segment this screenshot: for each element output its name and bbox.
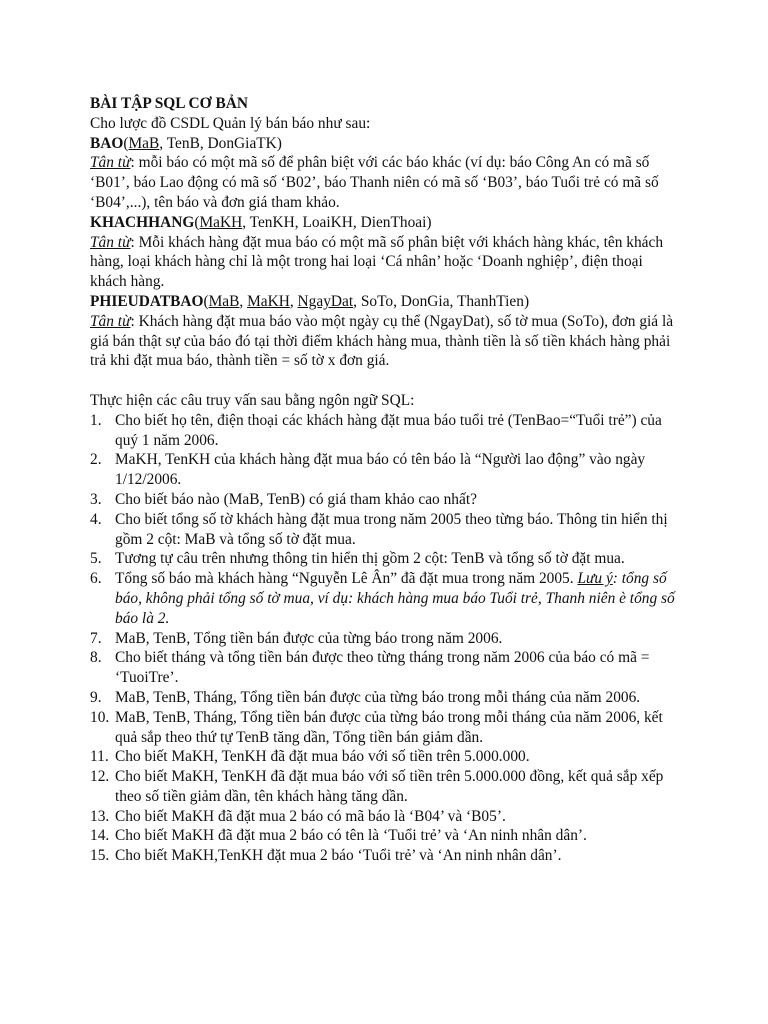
note-label: Lưu ý [577,570,613,588]
query-text: Cho biết báo nào (MaB, TenB) có giá tham khảo cao nhất? [115,490,477,508]
query-item [90,411,678,451]
query-item [90,807,678,827]
attribute: DonGia [400,292,450,310]
query-item [90,450,678,490]
query-intro: Thực hiện các câu truy vấn sau bằng ngôn ngữ SQL: [90,391,415,409]
attribute: DienThoai [360,213,427,231]
description-text: : mỗi báo có một mã số để phân biệt với các báo khác (ví dụ: báo Công An có mã số ‘B01’, báo Lao động có mã số ‘B02’, báo Thanh niên có mã số ‘B03’, báo Tuổi trẻ có mã số ‘B04’,...), tên báo và đơn giá tham khảo. [90,154,659,211]
table-schema-bao: BAO(MaB, TenB, DonGiaTK) [90,134,282,152]
description-text: : Mỗi khách hàng đặt mua báo có một mã số phân biệt với khách hàng khác, tên khách hàng, loại khách hàng chỉ là một trong hai loại ‘Cá nhân’ hoặc ‘Doanh nghiệp’, điện thoại khách hàng. [90,233,664,291]
doc-title: BÀI TẬP SQL CƠ BẢN [90,95,248,112]
query-item [90,708,678,748]
attribute: LoaiKH [302,213,353,231]
query-item [90,648,678,688]
query-number: 2. [90,451,102,469]
attribute: SoTo [360,292,394,310]
table-description [90,233,678,292]
note-text: : tổng số báo, không phải tổng số tờ mua, ví dụ: khách hàng mua báo Tuổi trẻ, Thanh niên è tổng số báo là 2. [115,570,675,627]
query-number: 12. [90,768,110,786]
table-name: PHIEUDATBAO [90,292,204,310]
table-schema-phieudatbao: PHIEUDATBAO(MaB, MaKH, NgayDat, SoTo, DonGia, ThanhTien) [90,292,530,310]
query-text: Cho biết MaKH, TenKH đã đặt mua báo với số tiền trên 5.000.000. [115,748,530,766]
query-number: 10. [90,708,110,726]
description-text: : Khách hàng đặt mua báo vào một ngày cụ thể (NgayDat), số tờ mua (SoTo), đơn giá là giá bán thật sự của báo đó tại thời điểm khách hàng mua, thành tiền là số tiền khách hàng phải trả khi đặt mua báo, thành tiền = số tờ x đơn giá. [90,312,674,370]
query-text: Tổng số báo mà khách hàng “Nguyễn Lê Ân” đã đặt mua trong năm 2005. [115,570,578,588]
query-item [90,549,678,569]
query-number: 3. [90,490,102,508]
query-text: Cho biết họ tên, điện thoại các khách hàng đặt mua báo tuổi trẻ (TenBao=“Tuổi trẻ”) của quý 1 năm 2006. [115,411,662,449]
query-item [90,569,678,628]
description-label: Tân từ [90,154,131,172]
table-name: BAO [90,134,124,152]
query-item [90,688,678,708]
intro-text: Cho lược đồ CSDL Quản lý bán báo như sau: [90,114,371,132]
query-number: 11. [90,748,109,766]
key-attribute: NgayDat [297,292,354,310]
query-item [90,767,678,807]
query-text: Cho biết tổng số tờ khách hàng đặt mua trong năm 2005 theo từng báo. Thông tin hiển thị gồm 2 cột: MaB và tổng số tờ đặt mua. [115,510,668,548]
query-item [90,846,678,866]
query-text: MaKH, TenKH của khách hàng đặt mua báo có tên báo là “Người lao động” vào ngày 1/12/2006. [115,451,646,489]
query-number: 6. [90,570,102,588]
query-text: Cho biết MaKH, TenKH đã đặt mua báo với số tiền trên 5.000.000 đồng, kết quả sắp xếp theo số tiền giảm dần, tên khách hàng tăng dần. [115,768,664,805]
query-number: 15. [90,847,110,865]
query-number: 13. [90,807,110,825]
attribute: ThanhTien [456,292,524,310]
attribute: DonGiaTK [207,134,277,152]
query-item [90,747,678,767]
key-attribute: MaKH [247,292,290,310]
query-text: Cho biết MaKH đã đặt mua 2 báo có tên là ‘Tuổi trẻ’ và ‘An ninh nhân dân’. [115,827,587,845]
query-number: 1. [90,411,102,429]
table-schema-khachhang: KHACHHANG(MaKH, TenKH, LoaiKH, DienThoai) [90,213,432,231]
query-item [90,490,678,510]
query-item [90,510,678,550]
key-attribute: MaB [208,292,240,310]
query-number: 4. [90,510,102,528]
query-number: 9. [90,688,102,706]
key-attribute: MaKH [199,213,243,231]
query-number: 8. [90,649,102,667]
query-text: Cho biết MaKH đã đặt mua 2 báo có mã báo là ‘B04’ và ‘B05’. [115,807,506,825]
attribute: TenB [166,134,200,152]
query-number: 5. [90,550,102,568]
query-item [90,629,678,649]
table-name: KHACHHANG [90,213,195,231]
schema-section [90,134,678,372]
query-text: MaB, TenB, Tổng tiền bán được của từng báo trong năm 2006. [115,629,503,647]
description-label: Tân từ [90,312,131,330]
table-description [90,312,678,371]
query-text: MaB, TenB, Tháng, Tổng tiền bán được của từng báo trong mỗi tháng của năm 2006. [115,688,641,706]
query-item [90,826,678,846]
query-number: 14. [90,827,110,845]
attribute: TenKH [249,213,295,231]
description-label: Tân từ [90,233,131,251]
spacer [90,371,678,391]
query-text: MaB, TenB, Tháng, Tổng tiền bán được của từng báo trong mỗi tháng của năm 2006, kết quả sắp theo thứ tự TenB tăng dần, Tổng tiền bán giảm dần. [115,708,663,746]
query-text: Cho biết tháng và tổng tiền bán được theo từng tháng trong năm 2006 của báo có mã = ‘TuoiTre’. [115,649,650,687]
query-text: Tương tự câu trên nhưng thông tin hiển thị gồm 2 cột: TenB và tổng số tờ đặt mua. [115,550,625,568]
document-page [90,94,678,866]
query-number: 7. [90,629,102,647]
key-attribute: MaB [128,134,160,152]
table-description [90,153,678,212]
query-list [90,411,678,866]
query-text: Cho biết MaKH,TenKH đặt mua 2 báo ‘Tuổi trẻ’ và ‘An ninh nhân dân’. [115,847,562,865]
